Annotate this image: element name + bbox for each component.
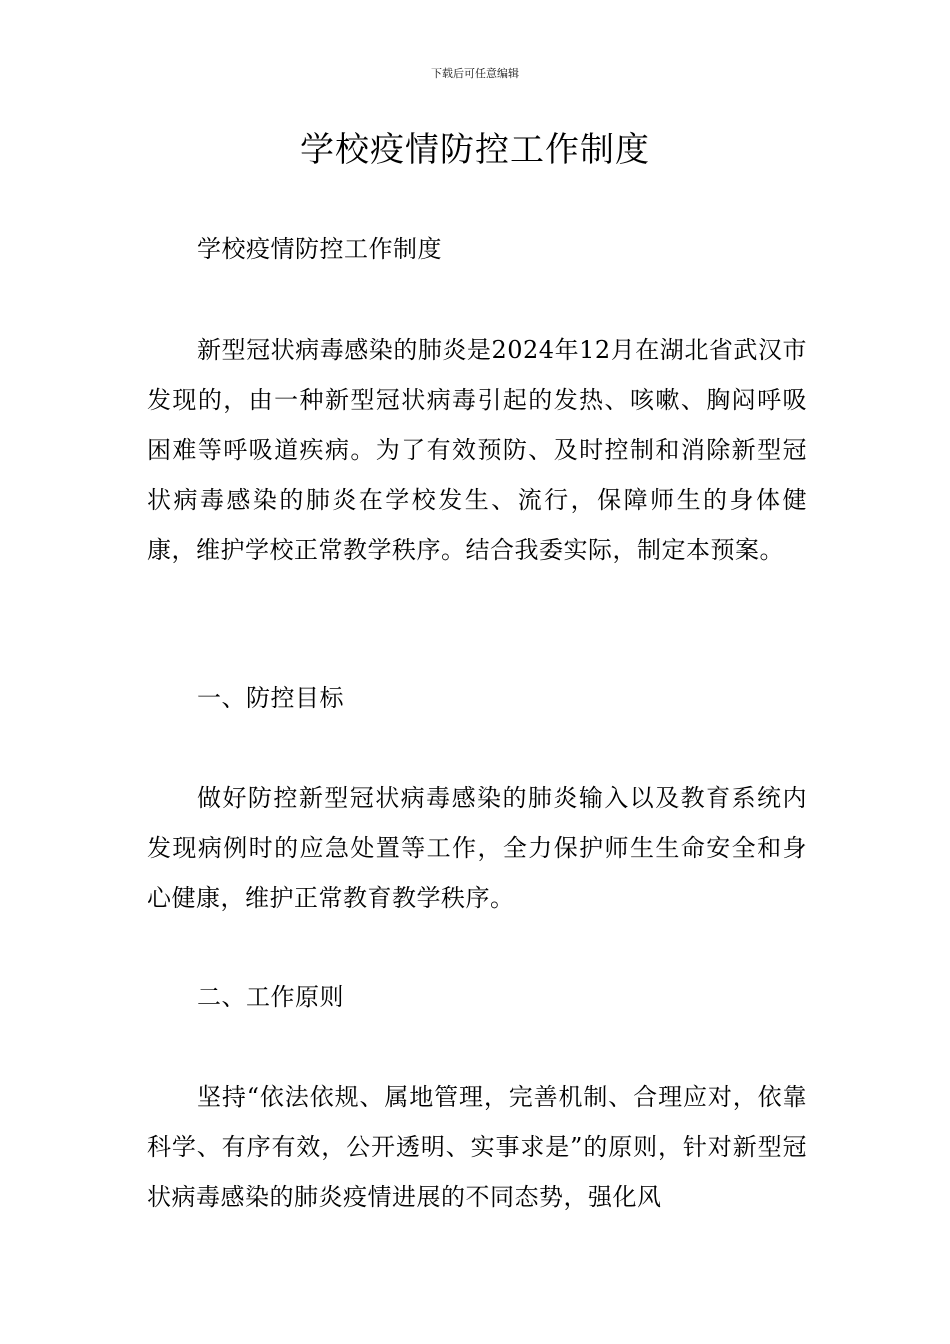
principles-paragraph: 坚持“依法依规、属地管理，完善机制、合理应对，依靠科学、有序有效，公开透明、实事求是”的原则，针对新型冠状病毒感染的肺炎疫情进展的不同态势，强化风: [147, 1083, 807, 1211]
header-note: 下载后可任意编辑: [431, 67, 519, 80]
section-heading-principles: 二、工作原则: [197, 983, 344, 1011]
document-title: 学校疫情防控工作制度: [300, 130, 650, 170]
document-subtitle: 学校疫情防控工作制度: [197, 235, 442, 263]
goals-paragraph: 做好防控新型冠状病毒感染的肺炎输入以及教育系统内发现病例时的应急处置等工作，全力保护师生生命安全和身心健康，维护正常教育教学秩序。: [147, 784, 807, 912]
section-heading-goals: 一、防控目标: [197, 684, 344, 712]
intro-paragraph: 新型冠状病毒感染的肺炎是2024年12月在湖北省武汉市发现的，由一种新型冠状病毒引起的发热、咳嗽、胸闷呼吸困难等呼吸道疾病。为了有效预防、及时控制和消除新型冠状病毒感染的肺炎在学校发生、流行，保障师生的身体健康，维护学校正常教学秩序。结合我委实际，制定本预案。: [147, 336, 807, 564]
